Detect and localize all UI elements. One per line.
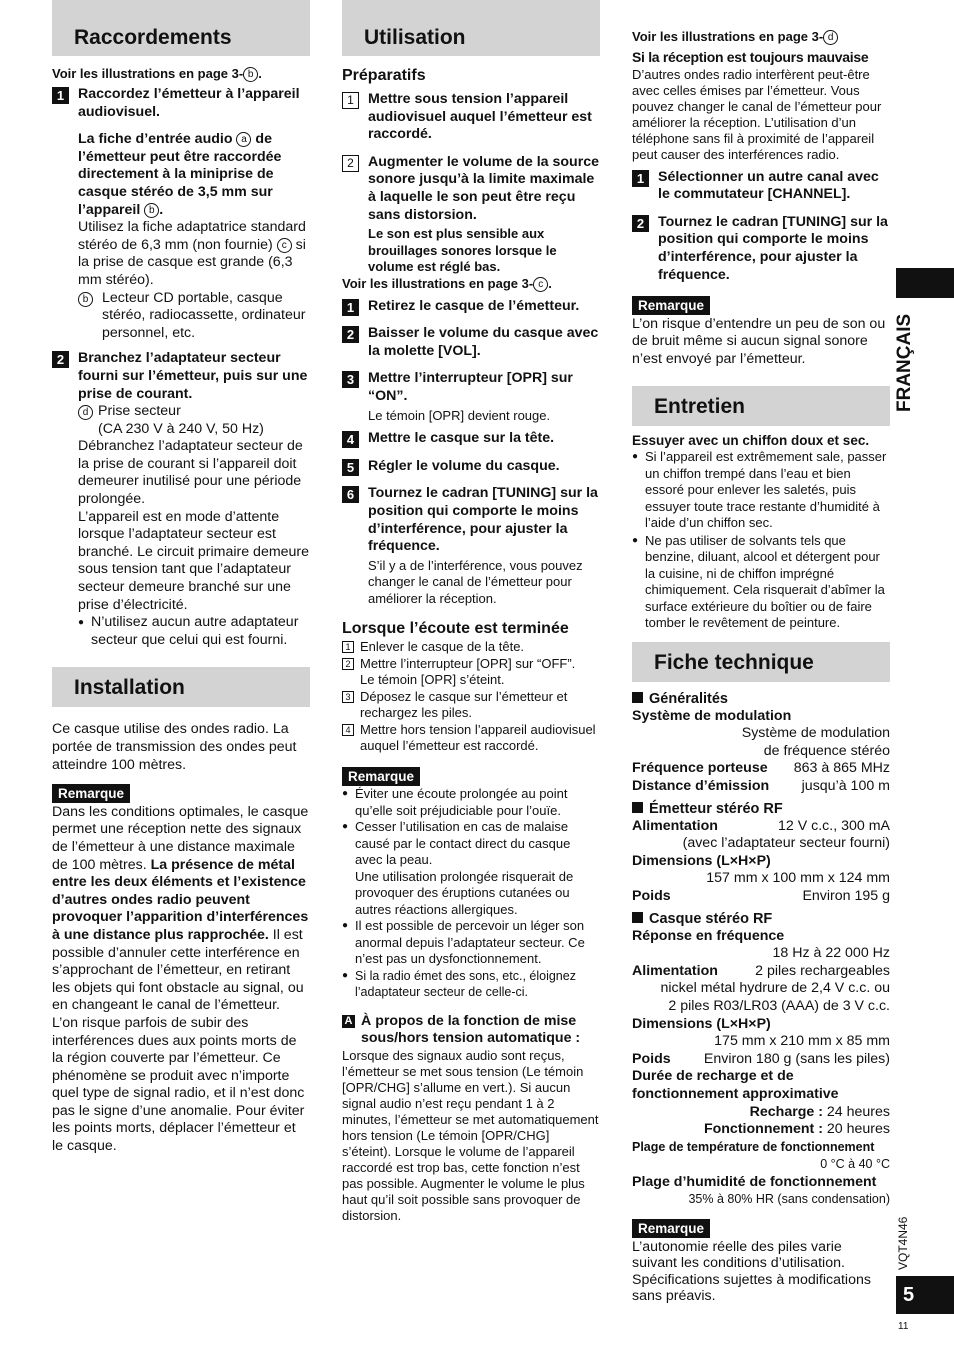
prep-step-2: 2 Augmenter le volume de la source sonore jusqu’à la limite maximale à laquelle le son peut être reçu sans distorsion. Le son est plus sensible aux brouillages sonores lorsque le volume est réglé bas. [342, 154, 600, 276]
final-remark: L’autonomie réelle des piles varie suivant les conditions d’utilisation. Spécifications sujettes à modifications sans préavis. [632, 1238, 871, 1305]
remarque-badge: Remarque [632, 296, 710, 315]
legend-b: b Lecteur CD portable, casque stéréo, radiocassette, ordinateur personnel, etc. [78, 290, 310, 343]
step-3: 3 Mettre l’interrupteur [OPR] sur “ON”. Le témoin [OPR] devient rouge. [342, 370, 600, 424]
installation-remark: Dans les conditions optimales, le casque permet une réception nette des signaux de l’émetteur à une distance maximale de 100 mètres. La présence de métal entre les deux éléments et l’existence d’autres ondes radio peuvent provoquer l’apparition d’interférences à une distance plus rapprochée. Il est possible d’annuler cette interférence en s’approchant de l’émetteur, en retirant les objets qui font obstacle au signal, ou en changeant le canal de l’émetteur. [52, 803, 309, 1014]
subtitle-bad-reception: Si la réception est toujours mauvaise [632, 49, 869, 65]
column-2 [342, 0, 600, 1224]
spec-group-casque: Casque stéréo RF [632, 910, 890, 928]
spec-group-general: Généralités [632, 690, 890, 708]
bullet: ● N’utilisez aucun autre adaptateur secteur que celui qui est fourni. [78, 614, 310, 649]
column-3 [632, 0, 890, 1305]
auto-power-text: Lorsque des signaux audio sont reçus, l’émetteur se met sous tension (Le témoin [OPR/CHG] s’allume en vert.). Si aucun signal audio n’est reçu pendant 1 à 2 minutes, l’émetteur se met automatiquement hors tension (Le témoin [OPR/CHG] s’éteint). Lorsque le volume de l’appareil raccordé est trop bas, cette fonction n’est pas possible. Augmenter le volume le plus haut qu’il soit possible sans provoquer de distorsion. [342, 1047, 599, 1223]
subtitle-preparatifs: Préparatifs [342, 67, 426, 84]
language-label: FRANÇAIS [894, 313, 915, 412]
remark-text: L’on risque d’entendre un peu de son ou de bruit même si aucun signal sonore n’est envoyé par l’émetteur. [632, 315, 886, 367]
installation-text: Ce casque utilise des ondes radio. La portée de transmission des ondes peut atteindre 100 mètres. [52, 721, 297, 773]
end-steps: 1 Enlever le casque de la tête. 2 Mettre l’interrupteur [OPR] sur “OFF”. Le témoin [OPR] s’éteint. 3 Déposez le casque sur l’émetteur et rechargez les piles. 4 Mettre hors tension l’appareil audiovisuel auquel l’émetteur est raccordé. [342, 639, 600, 755]
spec-table: Généralités Système de modulation Système de modulation de fréquence stéréo Fréquence porteuse 863 à 865 MHz Distance d’émission jusqu’à 100 m Émetteur stéréo RF Alimentation 12 V c.c., 300 mA (avec l’adaptateur secteur fourni) Dimensions (L×H×P) 157 mm x 100 mm x 124 mm Poids Environ 195 g Casque stéréo RF Réponse en fréquence 18 Hz à 22 000 Hz Alimentation 2 piles rechargeables nickel métal hydrure de 2,4 V c.c. ou 2 piles R03/LR03 (AAA) de 3 V c.c. Dimensions (L×H×P) 175 mm x 210 mm x 85 mm Poids Environ 180 g (sans les piles) Durée de recharge et de fonctionnement approximative Recharge : 24 heures Fonctionnement : 20 heures Plage de température de fonctionnement 0 °C à 40 °C Plage d’humidité de fonctionnement 35% à 80% HR (sans condensation) [632, 690, 890, 1207]
doc-code: VQT4N46 [896, 1216, 910, 1270]
step-5: 5 Régler le volume du casque. [342, 458, 600, 476]
illustration-ref: Voir les illustrations en page 3- b . [52, 66, 262, 81]
installation-text-2: L’on risque parfois de subir des interférences dues aux points morts de la région couverte par l’émetteur. Ce phénomène se produit avec n’importe quel type de signal radio, et il n’est donc pas le signe d’une anomalie. Pour éviter les points morts, déplacer l’émetteur et le casque. [52, 1014, 305, 1155]
section-title-entretien: Entretien [632, 386, 890, 426]
page-number: 5 [896, 1276, 954, 1314]
bad-reception-text: D’autres ondes radio interfèrent peut-être avec celles émises par l’émetteur. Vous pouvez changer le canal de l’émetteur pour améliorer la réception. L’utilisation d’un téléphone sans fil à proximité de l’appareil peut causer des interférences radio. [632, 66, 882, 162]
step-1: 1 Retirez le casque de l’émetteur. [342, 298, 600, 316]
illustration-ref: Voir les illustrations en page 3- c . [342, 275, 552, 291]
step-1-bold-note: La fiche d’entrée audio a de l’émetteur peut être raccordée directement à la miniprise de casque stéréo de 3,5 mm sur l’appareil b . [78, 131, 282, 218]
remarque-badge: Remarque [342, 767, 420, 786]
step-6: 6 Tournez le cadran [TUNING] sur la position qui comporte le moins d’interférence, pour ajuster la fréquence. S’il y a de l’interférence, vous pouvez changer le canal de l’émetteur pour améliorer la réception. [342, 485, 600, 607]
step-1-note: Utilisez la fiche adaptatrice standard stéréo de 6,3 mm (non fournie) c si la prise de casque est grande (6,3 mm stéréo). [78, 219, 306, 288]
language-tab-marker [896, 268, 954, 298]
page-number-small: 11 [898, 1321, 909, 1332]
entretien-list: ● Si l’appareil est extrêmement sale, passer un chiffon trempé dans l’eau et bien essoré pour enlever les saletés, puis essuyer toute trace restante d’humidité à l’aide d’un chiffon sec. ● Ne pas utiliser de solvants tels que benzine, diluant, alcool et détergent pour la cuisine, ni de chiffon imprégné chimiquement. Cela risquerait d’abîmer la surface extérieure du boîtier ou de faire tomber le revêtement de peinture. [632, 449, 890, 632]
step-2: 2 Branchez l’adaptateur secteur fourni sur l’émetteur, puis sur une prise de courant. d Prise secteur (CA 230 V à 240 V, 50 Hz) Débranchez l’adaptateur secteur de la prise de courant si l’appareil doit demeurer inutilisé pour une période prolongée. L’appareil est en mode d’attente lorsque l’adaptateur secteur est branché. Le circuit primaire demeure sous tension tant que l’adaptateur secteur demeure branché sur une prise d’électricité. ● N’utilisez aucun autre adaptateur secteur que celui qui est fourni. [52, 350, 310, 649]
remarque-badge: Remarque [632, 1219, 710, 1238]
entretien-heading: Essuyer avec un chiffon doux et sec. [632, 432, 870, 448]
illustration-ref: Voir les illustrations en page 3- d [632, 29, 890, 45]
channel-step-1: 1 Sélectionner un autre canal avec le commutateur [CHANNEL]. [632, 169, 890, 204]
legend-d: d Prise secteur (CA 230 V à 240 V, 50 Hz) [78, 403, 310, 438]
section-title-fiche-technique: Fiche technique [632, 642, 890, 682]
spec-group-emetteur: Émetteur stéréo RF [632, 800, 890, 818]
remarque-badge: Remarque [52, 784, 130, 803]
section-title-installation: Installation [52, 667, 310, 707]
auto-power-section: A À propos de la fonction de mise sous/hors tension automatique : [342, 1013, 600, 1048]
prep-step-1: 1 Mettre sous tension l’appareil audiovisuel auquel l’émetteur est raccordé. [342, 91, 600, 144]
channel-step-2: 2 Tournez le cadran [TUNING] sur la position qui comporte le moins d’interférence, pour ajuster la fréquence. [632, 214, 890, 284]
column-1 [52, 0, 310, 1156]
step-1: 1 Raccordez l’émetteur à l’appareil audiovisuel. La fiche d’entrée audio a de l’émetteur peut être raccordée directement à la miniprise de casque stéréo de 3,5 mm sur l’appareil b . Utilisez la fiche adaptatrice standard stéréo de 6,3 mm (non fournie) c si la prise de casque est grande (6,3 mm stéréo). b Lecteur CD portable, casque stéréo, radiocassette, ordinateur personnel, etc. [52, 86, 310, 342]
remarks-list: ● Éviter une écoute prolongée au point qu’elle soit préjudiciable pour l’ouïe. ● Cesser l’utilisation en cas de malaise causé par le contact direct du casque avec la peau. Une utilisation prolongée risquerait de provoquer des éruptions cutanées ou autres réactions allergiques. ● Il est possible de percevoir un léger son anormal depuis l’adaptateur secteur. Ce n’est pas un dysfonctionnement. ● Si la radio émet des sons, etc., éloignez l’adaptateur secteur de celle-ci. [342, 786, 600, 1001]
step-4: 4 Mettre le casque sur la tête. [342, 430, 600, 448]
section-title-raccordements: Raccordements [52, 0, 310, 56]
section-title-utilisation: Utilisation [342, 0, 600, 56]
subtitle-fin: Lorsque l’écoute est terminée [342, 620, 569, 638]
step-2: 2 Baisser le volume du casque avec la molette [VOL]. [342, 325, 600, 360]
